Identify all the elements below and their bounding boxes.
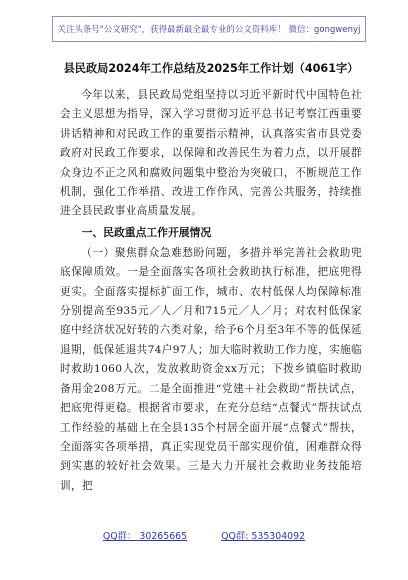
intro-paragraph: 今年以来，县民政局党组坚持以习近平新时代中国特色社会主义思想为指导，深入学习贯彻习近平总书记考察江西重要讲话精神和对民政工作的重要指示精神，认真落实省市县党委政府对民政工作要求，以保障和改善民生为着力点，以开展群众身边不正之风和腐败问题集中整治为突破口，不断规范工作机制，强化工作举措、改进工作作风、完善公共服务，持续推进全县民政事业高质量发展。 bbox=[60, 89, 362, 218]
header-banner bbox=[0, 0, 408, 64]
section-paragraph: （一）聚焦群众急难愁盼问题，多措并举完善社会救助兜底保障质效。一是全面落实各项社会救助执行标准，把底兜得更实。全面落实提标扩面工作，城市、农村低保人均保障标准分别提高至935元／人／月和715元／人／月；对农村低保家庭中经济状况好转的六类对象，给予6个月至3年不等的低保延退期，低保延退共74户97人；加大临时救助工作力度，实施临时救助1060人次，发放救助资金xx万元；下拨乡镇临时救助备用金208万元。二是全面推进“党建＋社会救助”帮扶试点，把底兜得更稳。根据省市要求，在充分总结“点餐式”帮扶试点工作经验的基础上在全县135个村居全面开展“点餐式”帮扶，全面落实各项举措，真正实现党员干部实现价值，困难群众得到实惠的较好社会效果。三是大力开展社会救助业务技能培训，把 bbox=[60, 246, 362, 492]
promo-banner-text: 关注头条号"公文研究"，获得最新最全最专业的公文资料库！ 微信：gongwenyj bbox=[57, 24, 361, 34]
document-title: 县民政局2024年工作总结及2025年工作计划（4061字） bbox=[63, 62, 359, 75]
document-body bbox=[60, 62, 362, 496]
promo-banner-box bbox=[52, 16, 366, 42]
qq-group-link-2[interactable]: QQ群: 535304092 bbox=[221, 531, 306, 542]
section-heading: 一、民政重点工作开展情况 bbox=[81, 225, 212, 239]
footer-contacts bbox=[0, 528, 408, 552]
qq-group-link-1[interactable]: QQ群： 30265665 bbox=[102, 531, 188, 542]
